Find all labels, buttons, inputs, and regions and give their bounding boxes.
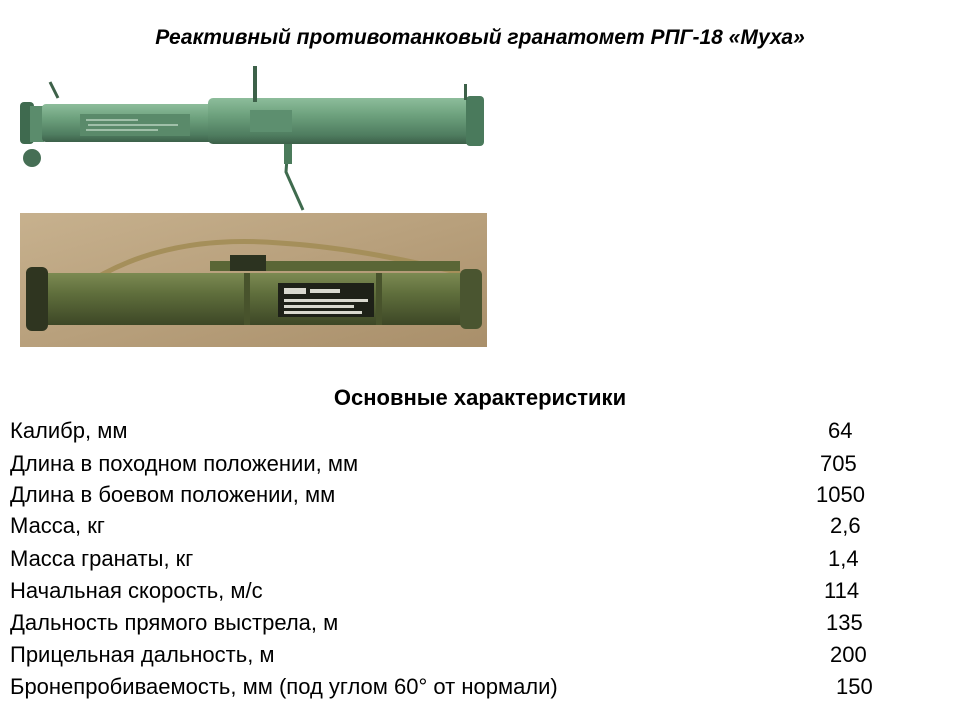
spec-value: 150: [836, 674, 873, 699]
spec-row-armor-penetration: [10, 672, 910, 702]
spec-label: Масса гранаты, кг: [10, 546, 194, 571]
spec-row-pointblank-range: [10, 608, 910, 638]
spec-label: Дальность прямого выстрела, м: [10, 610, 339, 635]
specs-heading-text: Основные характеристики: [333, 385, 627, 410]
spec-row-caliber: [10, 416, 910, 446]
spec-label: Калибр, мм: [10, 418, 128, 443]
spec-row-grenade-mass: [10, 544, 910, 574]
spec-row-length-combat: [10, 480, 910, 510]
spec-label: Бронепробиваемость, мм (под углом 60° от нормали): [10, 674, 558, 699]
spec-value: 200: [830, 642, 867, 667]
spec-label: Длина в походном положении, мм: [10, 451, 359, 476]
launcher-extended-image: [18, 62, 490, 214]
spec-value: 114: [824, 578, 860, 603]
specs-heading: [0, 385, 960, 411]
spec-label: Прицельная дальность, м: [10, 642, 275, 667]
spec-row-sighting-range: [10, 640, 910, 670]
spec-label: Длина в боевом положении, мм: [10, 482, 336, 507]
spec-label: Начальная скорость, м/с: [10, 578, 263, 603]
spec-value: 2,6: [830, 513, 861, 538]
launcher-stowed-image: [20, 213, 487, 347]
spec-value: 135: [826, 610, 863, 635]
spec-value: 1050: [816, 482, 865, 507]
spec-row-mass: [10, 511, 910, 541]
spec-row-velocity: [10, 576, 910, 606]
spec-value: 64: [828, 418, 853, 443]
spec-row-length-travel: [10, 449, 910, 479]
spec-label: Масса, кг: [10, 513, 105, 538]
spec-value: 1,4: [828, 546, 859, 571]
spec-value: 705: [820, 451, 857, 476]
page-title: Реактивный противотанковый гранатомет РПГ-18 «Муха»: [155, 26, 805, 49]
